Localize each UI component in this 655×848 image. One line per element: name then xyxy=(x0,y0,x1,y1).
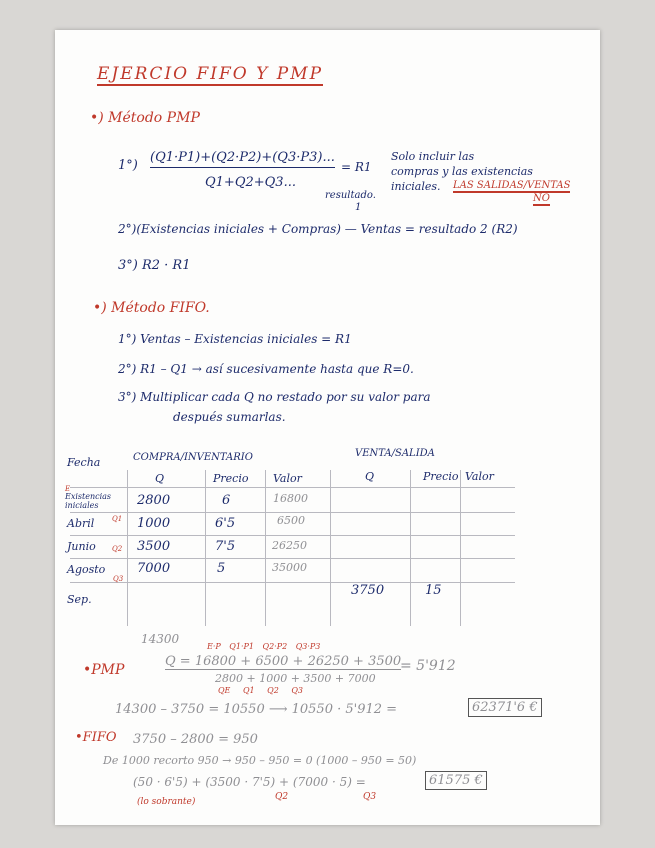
pmp-step1-label: 1°) xyxy=(118,158,138,173)
row-valor-2: 26250 xyxy=(272,539,307,552)
fifo-step3-line2: después sumarlas. xyxy=(173,410,286,424)
table-header-fecha: Fecha xyxy=(67,456,101,469)
table-sum-below: 14300 xyxy=(141,632,180,646)
pmp-step2: 2°)(Existencias iniciales + Compras) — Ventas = resultado 2 (R2) xyxy=(118,222,518,236)
pmp-heading: •) Método PMP xyxy=(90,110,200,126)
row-fecha-2: Junio xyxy=(67,540,96,553)
pmp-calc-result: = 5'912 xyxy=(400,658,456,674)
fifo-heading: •) Método FIFO. xyxy=(93,300,210,316)
row-precio-1: 6'5 xyxy=(215,516,236,531)
pmp-note-line3: iniciales. xyxy=(391,180,441,193)
row-vq-4: 3750 xyxy=(351,583,385,598)
row-valor-3: 35000 xyxy=(272,561,307,574)
notebook-page xyxy=(55,30,600,825)
row-precio-2: 7'5 xyxy=(215,539,236,554)
pmp-note-no: NO xyxy=(533,193,550,204)
pmp-calc-top-labels: E·P Q1·P1 Q2·P2 Q3·P3 xyxy=(207,642,321,651)
fifo-calc-boxed-result: 61575 € xyxy=(425,771,487,790)
pmp-step1-numerator: (Q1·P1)+(Q2·P2)+(Q3·P3)... xyxy=(150,150,335,168)
col-header-vq: Q xyxy=(365,470,375,483)
row-fecha-0: Existencias iniciales xyxy=(65,492,112,510)
table-group-compra: COMPRA/INVENTARIO xyxy=(133,452,253,463)
pmp-step1-denominator: Q1+Q2+Q3... xyxy=(205,175,296,190)
pmp-note-line2: compras y las existencias xyxy=(391,165,533,178)
row-vprecio-4: 15 xyxy=(425,583,442,598)
page-title: EJERCIO FIFO Y PMP xyxy=(97,64,324,84)
pmp-calc-boxed-result: 62371'6 € xyxy=(468,698,542,717)
col-header-q: Q xyxy=(155,472,165,485)
fifo-step1: 1°) Ventas – Existencias iniciales = R1 xyxy=(118,332,352,346)
row-q-2: 3500 xyxy=(137,539,171,554)
col-header-precio: Precio xyxy=(213,472,249,485)
row-tag-q3: Q3 xyxy=(113,575,124,583)
row-precio-0: 6 xyxy=(222,493,231,508)
fifo-step3-line1: 3°) Multiplicar cada Q no restado por su valor para xyxy=(118,390,431,404)
fifo-calc-label: •FIFO xyxy=(75,730,117,745)
row-fecha-1: Abril xyxy=(67,517,95,530)
pmp-note-line1: Solo incluir las xyxy=(391,150,475,163)
pmp-calc-denominator: 2800 + 1000 + 3500 + 7000 xyxy=(215,672,376,685)
row-tag-q1: Q1 xyxy=(112,515,123,523)
fifo-calc-line1: 3750 – 2800 = 950 xyxy=(133,732,258,747)
row-precio-3: 5 xyxy=(217,561,226,576)
pmp-calc-label: •PMP xyxy=(83,662,125,678)
row-tag-e: E xyxy=(65,485,71,493)
pmp-calc-numerator: Q = 16800 + 6500 + 26250 + 3500 xyxy=(165,654,402,669)
row-valor-1: 6500 xyxy=(277,514,305,527)
row-tag-q2: Q2 xyxy=(112,545,123,553)
row-fecha-4: Sep. xyxy=(67,593,92,606)
pmp-step1-result-index: 1 xyxy=(355,202,362,213)
fifo-calc-line3: (50 · 6'5) + (3500 · 7'5) + (7000 · 5) = xyxy=(133,775,366,789)
row-valor-0: 16800 xyxy=(273,492,308,505)
fifo-step2: 2°) R1 – Q1 → así sucesivamente hasta que R=0. xyxy=(118,362,414,376)
row-fecha-3: Agosto xyxy=(67,563,106,576)
col-header-vprecio: Precio xyxy=(423,470,459,483)
fifo-calc-sub-q3: Q3 xyxy=(363,792,377,802)
col-header-vvalor: Valor xyxy=(465,470,494,483)
pmp-step3: 3°) R2 · R1 xyxy=(118,258,191,273)
fifo-calc-line2: De 1000 recorto 950 → 950 – 950 = 0 (1000 – 950 = 50) xyxy=(103,754,417,767)
col-header-valor: Valor xyxy=(273,472,302,485)
pmp-note-caps: LAS SALIDAS/VENTAS xyxy=(453,180,571,191)
pmp-calc-line2: 14300 – 3750 = 10550 ⟶ 10550 · 5'912 = xyxy=(115,702,398,717)
row-q-3: 7000 xyxy=(137,561,171,576)
pmp-step1-result: = R1 xyxy=(341,160,372,174)
pmp-step1-result-label: resultado. xyxy=(325,190,376,201)
fifo-calc-line4: (lo sobrante) xyxy=(137,797,196,807)
pmp-calc-bottom-labels: QE Q1 Q2 Q3 xyxy=(218,686,303,695)
row-q-1: 1000 xyxy=(137,516,171,531)
fifo-calc-sub-q2: Q2 xyxy=(275,792,289,802)
row-q-0: 2800 xyxy=(137,493,171,508)
table-group-venta: VENTA/SALIDA xyxy=(355,448,435,459)
